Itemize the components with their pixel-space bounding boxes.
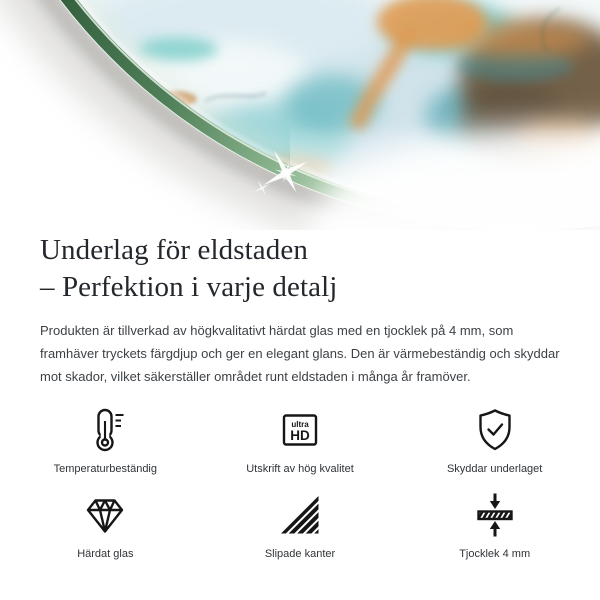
feature-label: Utskrift av hög kvalitet — [246, 463, 354, 475]
feature-label: Härdat glas — [77, 548, 134, 560]
features-grid — [0, 404, 600, 560]
glass-panel-image — [0, 0, 600, 230]
feature-high-quality-print — [203, 404, 398, 475]
page-title-line2: – Perfektion i varje detalj — [40, 271, 338, 303]
diamond-icon — [81, 491, 129, 539]
page-title-line1: Underlag för eldstaden — [40, 234, 308, 266]
thickness-4mm-icon — [471, 491, 519, 539]
beveled-edges-icon — [276, 491, 324, 539]
feature-temperature-resistant — [8, 404, 203, 475]
ultra-hd-icon — [276, 406, 324, 454]
feature-polished-edges — [203, 489, 398, 560]
feature-label: Temperaturbeständig — [53, 463, 157, 475]
feature-label: Tjocklek 4 mm — [459, 548, 531, 560]
page-title — [40, 232, 600, 306]
thermometer-icon — [81, 406, 129, 454]
shield-check-icon — [471, 406, 519, 454]
svg-text:ultra: ultra — [291, 420, 309, 429]
svg-text:HD: HD — [290, 428, 310, 443]
product-hero-image — [0, 0, 600, 230]
feature-label: Slipade kanter — [264, 548, 336, 560]
feature-thickness-4mm — [397, 489, 592, 560]
feature-tempered-glass — [8, 489, 203, 560]
product-description: Produkten är tillverkad av högkvalitativt härdat glas med en tjocklek på 4 mm, som framhäver tryckets färgdjup och ger en elegant glans. Den är värmebeständig och skyddar mot skador, vilket säkerställer området runt eldstaden i många år framöver. — [40, 323, 560, 384]
feature-label: Skyddar underlaget — [446, 463, 543, 475]
feature-protects-surface — [397, 404, 592, 475]
